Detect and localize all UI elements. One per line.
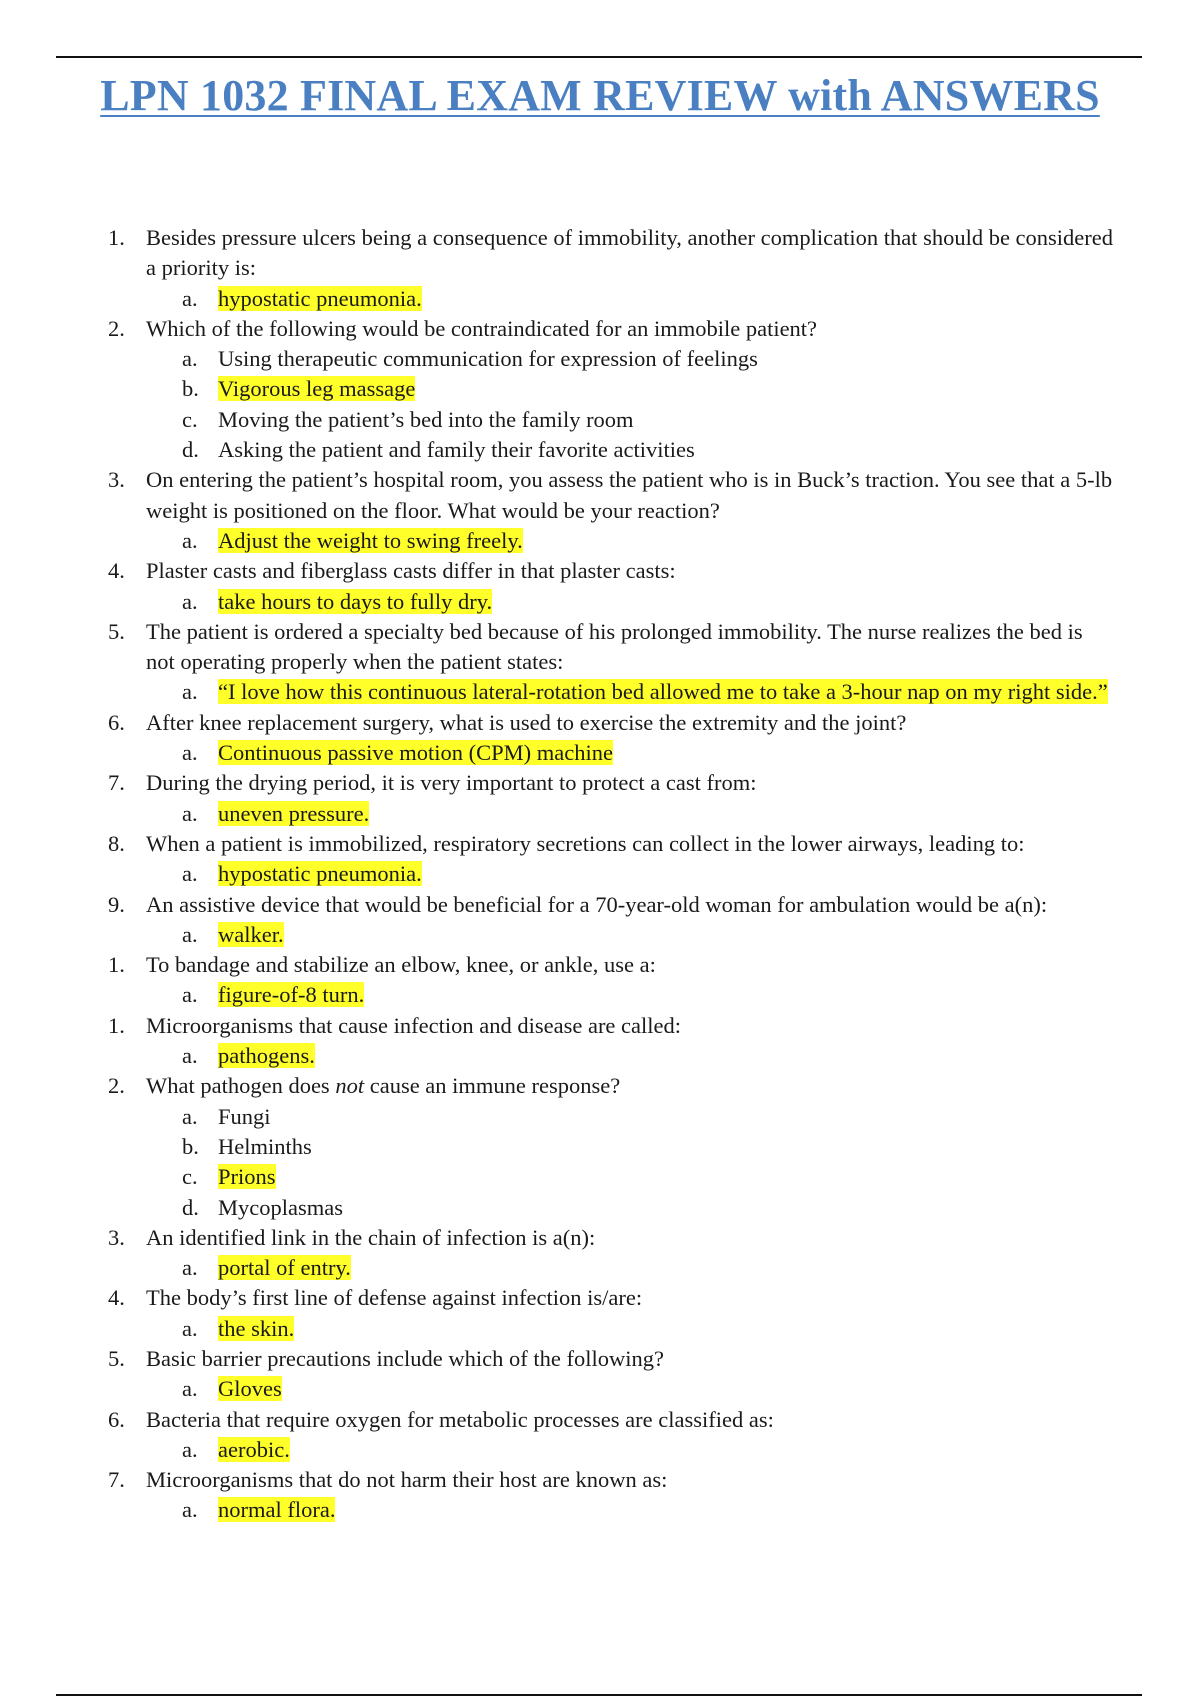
option-letter: d. (182, 1194, 199, 1220)
question-item (0, 1223, 1200, 1253)
question-number: 7. (108, 1467, 125, 1493)
option-text: Moving the patient’s bed into the family room (218, 406, 634, 432)
option-letter: a. (182, 800, 198, 826)
bottom-rule (56, 1694, 1142, 1696)
question-text: The body’s first line of defense against infection is/are: (146, 1285, 643, 1311)
option-letter: a. (182, 527, 198, 553)
option-letter: d. (182, 437, 199, 463)
answer-highlighted: Adjust the weight to swing freely. (218, 527, 523, 553)
option-text: Fungi (218, 1103, 271, 1129)
question-item (0, 1011, 1200, 1041)
option-letter: b. (182, 376, 199, 402)
question-number: 7. (108, 770, 125, 796)
option-letter: a. (182, 346, 198, 372)
question-text: Which of the following would be contraindicated for an immobile patient? (146, 315, 818, 341)
answer-option (0, 344, 1200, 374)
answer-option (0, 1162, 1200, 1192)
question-number: 3. (108, 1224, 125, 1250)
question-number: 9. (108, 891, 125, 917)
question-item (0, 1465, 1200, 1495)
question-text: To bandage and stabilize an elbow, knee, or ankle, use a: (146, 952, 656, 978)
answer-option (0, 1132, 1200, 1162)
question-number: 3. (108, 467, 125, 493)
option-letter: a. (182, 1376, 198, 1402)
question-text: When a patient is immobilized, respiratory secretions can collect in the lower airways, leading to: (146, 830, 1025, 856)
answer-highlighted: Vigorous leg massage (218, 376, 416, 402)
answer-highlighted: Gloves (218, 1376, 282, 1402)
option-letter: a. (182, 1255, 198, 1281)
option-letter: a. (182, 285, 198, 311)
answer-highlighted: walker. (218, 921, 284, 947)
option-letter: a. (182, 679, 198, 705)
answer-highlighted: uneven pressure. (218, 800, 370, 826)
question-text: Besides pressure ulcers being a consequence of immobility, another complication that should be considered a priority is: (146, 225, 1114, 281)
answer-highlighted: pathogens. (218, 1043, 315, 1069)
answer-highlighted: aerobic. (218, 1436, 290, 1462)
question-text: Bacteria that require oxygen for metabolic processes are classified as: (146, 1406, 774, 1432)
answer-highlighted: “I love how this continuous lateral-rotation bed allowed me to take a 3-hour nap on my right side.” (218, 679, 1108, 705)
option-letter: a. (182, 1103, 198, 1129)
option-text: Using therapeutic communication for expression of feelings (218, 346, 758, 372)
question-item (0, 768, 1200, 798)
question-number: 2. (108, 315, 125, 341)
answer-option (0, 859, 1200, 889)
option-letter: a. (182, 1497, 198, 1523)
top-rule (56, 56, 1142, 58)
question-item (0, 617, 1200, 678)
answer-highlighted: normal flora. (218, 1497, 336, 1523)
question-number: 6. (108, 1406, 125, 1432)
answer-option (0, 284, 1200, 314)
answer-option (0, 980, 1200, 1010)
answer-highlighted: portal of entry. (218, 1255, 351, 1281)
question-text: Plaster casts and fiberglass casts differ in that plaster casts: (146, 558, 676, 584)
question-number: 5. (108, 618, 125, 644)
answer-highlighted: Prions (218, 1164, 276, 1190)
question-text: Microorganisms that do not harm their host are known as: (146, 1467, 668, 1493)
answer-option (0, 587, 1200, 617)
question-item (0, 314, 1200, 344)
answer-option (0, 405, 1200, 435)
answer-highlighted: the skin. (218, 1315, 295, 1341)
question-text: An assistive device that would be beneficial for a 70-year-old woman for ambulation would be a(n): (146, 891, 1048, 917)
option-letter: a. (182, 921, 198, 947)
question-number: 2. (108, 1073, 125, 1099)
answer-option (0, 799, 1200, 829)
question-text: An identified link in the chain of infection is a(n): (146, 1224, 596, 1250)
answer-option (0, 1314, 1200, 1344)
option-letter: a. (182, 861, 198, 887)
question-item (0, 1405, 1200, 1435)
option-letter: c. (182, 406, 198, 432)
question-list (0, 223, 1200, 1526)
question-text: The patient is ordered a specialty bed because of his prolonged immobility. The nurse realizes the bed is not operating properly when the patient states: (146, 618, 1083, 675)
question-number: 4. (108, 1285, 125, 1311)
answer-option (0, 738, 1200, 768)
answer-option (0, 435, 1200, 465)
answer-option (0, 1193, 1200, 1223)
question-number: 1. (108, 1012, 125, 1038)
question-item (0, 890, 1200, 920)
answer-option (0, 920, 1200, 950)
option-letter: a. (182, 1315, 198, 1341)
question-item (0, 465, 1200, 526)
question-item (0, 223, 1200, 284)
option-letter: c. (182, 1164, 198, 1190)
answer-highlighted: figure-of-8 turn. (218, 982, 365, 1008)
answer-option (0, 1041, 1200, 1071)
answer-highlighted: hypostatic pneumonia. (218, 861, 422, 887)
option-letter: a. (182, 740, 198, 766)
emphasis-text: not (335, 1073, 365, 1099)
question-number: 6. (108, 709, 125, 735)
question-number: 1. (108, 952, 125, 978)
answer-option (0, 374, 1200, 404)
answer-highlighted: take hours to days to fully dry. (218, 588, 493, 614)
option-letter: a. (182, 1043, 198, 1069)
question-number: 4. (108, 558, 125, 584)
question-item (0, 829, 1200, 859)
question-item (0, 1071, 1200, 1101)
answer-option (0, 677, 1200, 707)
answer-option (0, 1253, 1200, 1283)
question-number: 1. (108, 225, 125, 250)
option-text: Mycoplasmas (218, 1194, 343, 1220)
question-item (0, 1344, 1200, 1374)
question-text: Microorganisms that cause infection and disease are called: (146, 1012, 682, 1038)
option-letter: a. (182, 588, 198, 614)
answer-option (0, 1102, 1200, 1132)
question-text: On entering the patient’s hospital room, you assess the patient who is in Buck’s traction. You see that a 5-lb weight is positioned on the floor. What would be your reaction? (146, 467, 1113, 523)
question-text: What pathogen does not cause an immune response? (146, 1073, 621, 1099)
answer-option (0, 1374, 1200, 1404)
answer-option (0, 1495, 1200, 1525)
question-item (0, 950, 1200, 980)
answer-option (0, 526, 1200, 556)
option-letter: a. (182, 1436, 198, 1462)
option-letter: a. (182, 982, 198, 1008)
question-text: During the drying period, it is very important to protect a cast from: (146, 770, 757, 796)
page-title: LPN 1032 FINAL EXAM REVIEW with ANSWERS (100, 71, 1100, 120)
question-item (0, 1283, 1200, 1313)
question-number: 8. (108, 830, 125, 856)
question-text: After knee replacement surgery, what is used to exercise the extremity and the joint? (146, 709, 907, 735)
answer-highlighted: hypostatic pneumonia. (218, 285, 422, 311)
option-text: Helminths (218, 1133, 312, 1159)
question-item (0, 556, 1200, 586)
answer-highlighted: Continuous passive motion (CPM) machine (218, 740, 613, 766)
option-text: Asking the patient and family their favorite activities (218, 437, 695, 463)
option-letter: b. (182, 1133, 199, 1159)
question-number: 5. (108, 1345, 125, 1371)
answer-option (0, 1435, 1200, 1465)
question-text: Basic barrier precautions include which of the following? (146, 1345, 664, 1371)
question-item (0, 708, 1200, 738)
